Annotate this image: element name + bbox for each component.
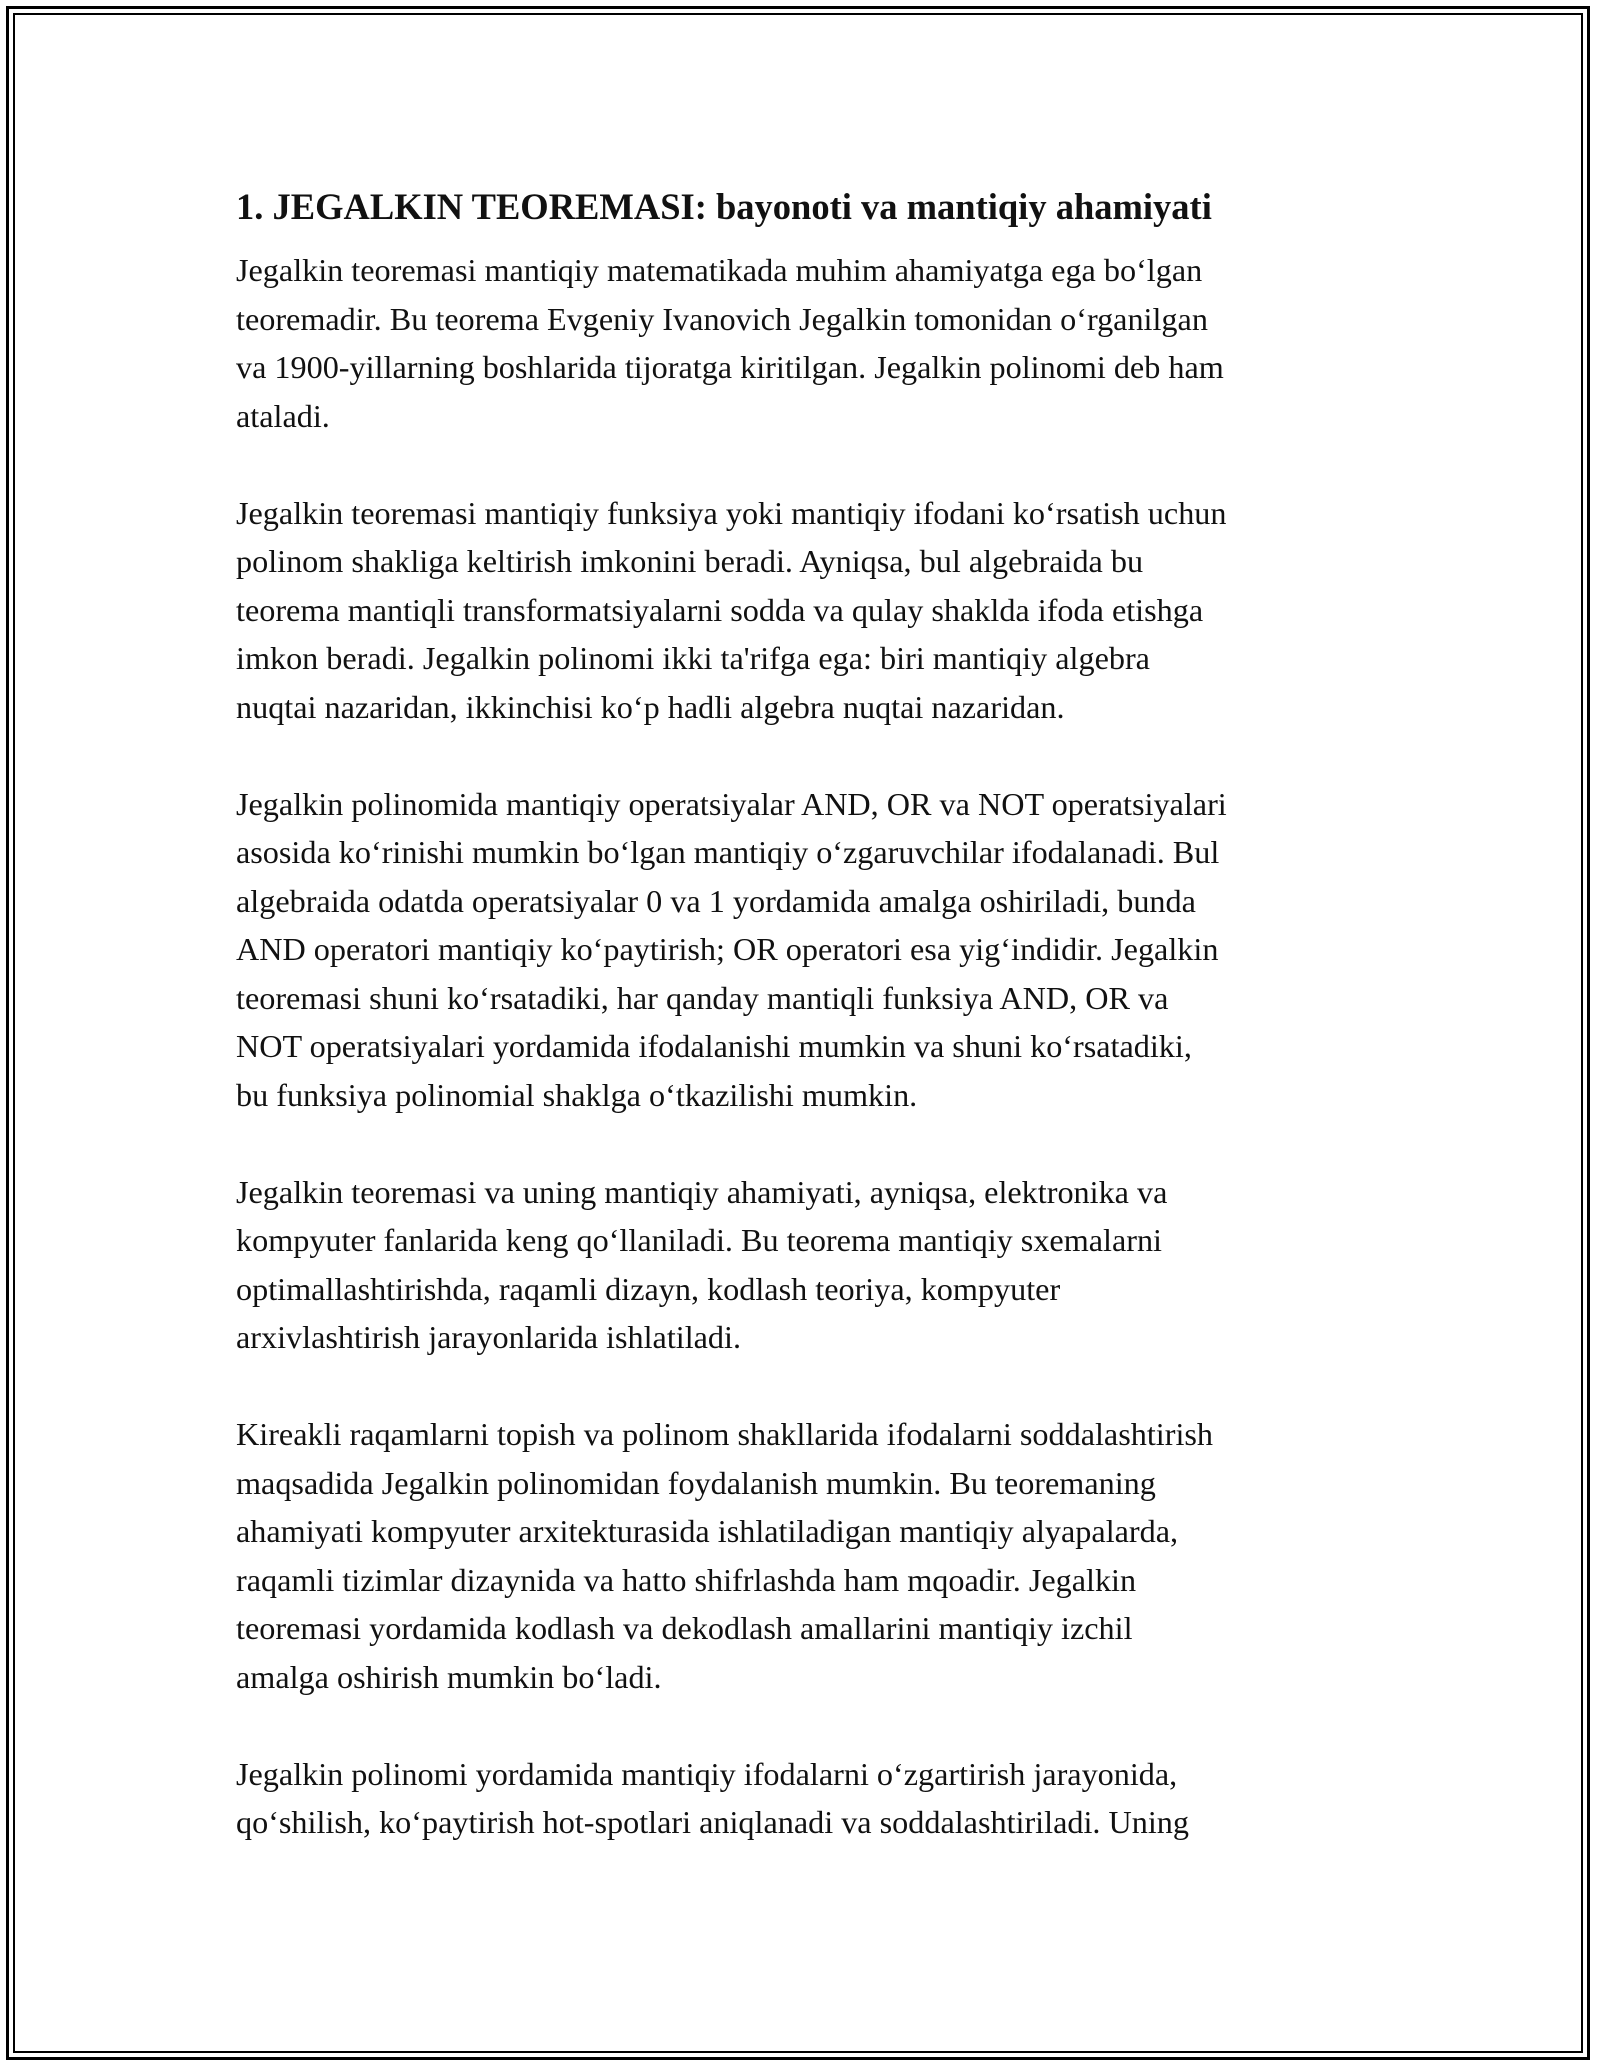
paragraph-2: [236, 489, 1371, 732]
paragraph-line: polinom shakliga keltirish imkonini beradi. Ayniqsa, bul algebraida bu: [236, 543, 1144, 579]
paragraph-line: kompyuter fanlarida keng qo‘llaniladi. Bu teorema mantiqiy sxemalarni: [236, 1222, 1163, 1258]
paragraph-line: Jegalkin polinomida mantiqiy operatsiyalar AND, OR va NOT operatsiyalari: [236, 785, 1227, 822]
paragraph-1: [236, 246, 1371, 440]
paragraph-4: [236, 1168, 1371, 1362]
paragraph-line: teoremasi shuni ko‘rsatadiki, har qanday mantiqli funksiya AND, OR va: [236, 979, 1169, 1016]
paragraph-5: [236, 1410, 1371, 1701]
paragraph-line: Jegalkin teoremasi mantiqiy funksiya yoki mantiqiy ifodani ko‘rsatish uchun: [236, 494, 1227, 531]
paragraph-line: NOT operatsiyalari yordamida ifodalanishi mumkin va shuni ko‘rsatadiki,: [236, 1028, 1192, 1064]
paragraph-line: Jegalkin teoremasi va uning mantiqiy ahamiyati, ayniqsa, elektronika va: [236, 1173, 1168, 1210]
paragraph-line: teoremadir. Bu teorema Evgeniy Ivanovich Jegalkin tomonidan o‘rganilgan: [236, 300, 1208, 337]
paragraph-line: Jegalkin teoremasi mantiqiy matematikada muhim ahamiyatga ega bo‘lgan: [236, 252, 1203, 288]
paragraph-line: ahamiyati kompyuter arxitekturasida ishlatiladigan mantiqiy alyapalarda,: [236, 1513, 1179, 1549]
paragraph-line: Jegalkin polinomi yordamida mantiqiy ifodalarni o‘zgartirish jarayonida,: [236, 1755, 1178, 1792]
paragraph-line: Kireakli raqamlarni topish va polinom shakllarida ifodalarni soddalashtirish: [236, 1416, 1214, 1452]
paragraph-6: [236, 1750, 1371, 1847]
paragraph-line: arxivlashtirish jarayonlarida ishlatiladi.: [236, 1319, 742, 1355]
paragraph-line: bu funksiya polinomial shaklga o‘tkazilishi mumkin.: [236, 1076, 918, 1113]
paragraph-line: algebraida odatda operatsiyalar 0 va 1 yordamida amalga oshiriladi, bunda: [236, 882, 1196, 919]
paragraph-line: raqamli tizimlar dizaynida va hatto shifrlashda ham mqoadir. Jegalkin: [236, 1561, 1137, 1598]
section-heading: 1. JEGALKIN TEOREMASI: bayonoti va mantiqiy ahamiyati: [236, 186, 1212, 227]
paragraph-line: qo‘shilish, ko‘paytirish hot-spotlari aniqlanadi va soddalashtiriladi. Uning: [236, 1804, 1189, 1840]
paragraph-line: ataladi.: [236, 397, 330, 434]
paragraph-line: teoremasi yordamida kodlash va dekodlash amallarini mantiqiy izchil: [236, 1610, 1133, 1646]
paragraph-line: AND operatori mantiqiy ko‘paytirish; OR operatori esa yig‘indidir. Jegalkin: [236, 931, 1219, 967]
paragraph-line: maqsadida Jegalkin polinomidan foydalanish mumkin. Bu teoremaning: [236, 1464, 1156, 1501]
document-body: [236, 184, 1371, 1895]
paragraph-3: [236, 780, 1371, 1120]
paragraph-line: nuqtai nazaridan, ikkinchisi ko‘p hadli algebra nuqtai nazaridan.: [236, 688, 1065, 725]
paragraph-line: amalga oshirish mumkin bo‘ladi.: [236, 1658, 662, 1695]
paragraph-line: optimallashtirishda, raqamli dizayn, kodlash teoriya, kompyuter: [236, 1270, 1061, 1307]
paragraph-line: asosida ko‘rinishi mumkin bo‘lgan mantiqiy o‘zgaruvchilar ifodalanadi. Bul: [236, 834, 1220, 870]
paragraph-line: teorema mantiqli transformatsiyalarni sodda va qulay shaklda ifoda etishga: [236, 591, 1204, 628]
paragraph-line: va 1900-yillarning boshlarida tijoratga kiritilgan. Jegalkin polinomi deb ham: [236, 349, 1224, 385]
paragraph-line: imkon beradi. Jegalkin polinomi ikki ta'rifga ega: biri mantiqiy algebra: [236, 640, 1150, 676]
